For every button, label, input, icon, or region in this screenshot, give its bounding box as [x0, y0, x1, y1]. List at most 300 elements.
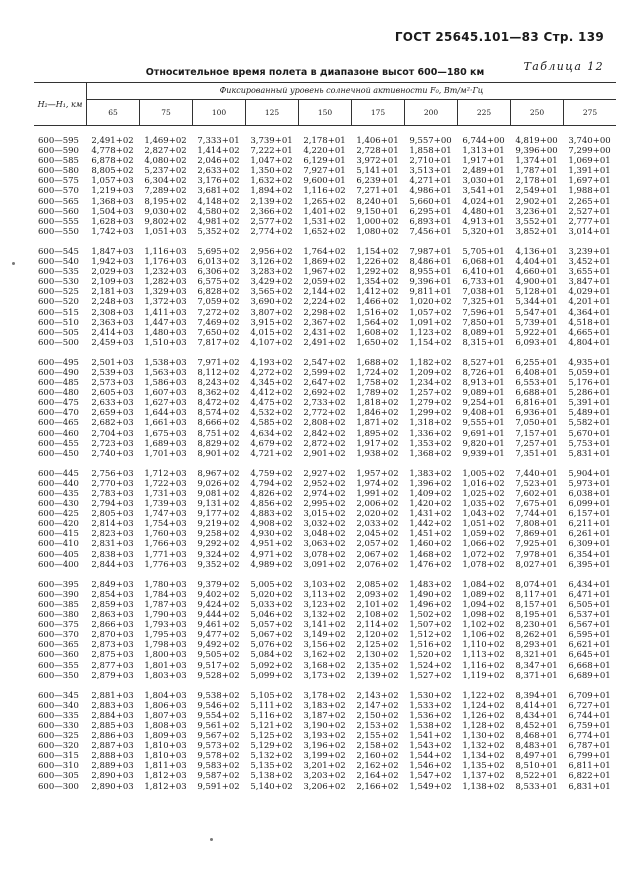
- table-cell: 1,533+02: [409, 700, 452, 711]
- table-cell: 9,583+02: [197, 761, 240, 772]
- table-cell: 1,549+02: [409, 781, 452, 792]
- row-label: 600—505: [38, 327, 79, 338]
- table-cell: 1,942+03: [91, 257, 134, 268]
- table-cell: 8,074+01: [515, 579, 558, 590]
- table-cell: 2,723+03: [91, 438, 134, 449]
- table-cell: 2,884+03: [91, 710, 134, 721]
- table-cell: 6,309+01: [568, 539, 611, 550]
- table-cell: 1,652+02: [303, 226, 346, 237]
- table-cell: 5,105+02: [250, 690, 293, 701]
- table-cell: 1,057+02: [409, 307, 452, 318]
- row-label: 600—535: [38, 267, 79, 278]
- table-row: [34, 136, 616, 146]
- table-cell: 1,219+03: [91, 186, 134, 197]
- table-cell: 2,547+02: [303, 357, 346, 368]
- table-cell: 3,541+01: [462, 186, 505, 197]
- table-cell: 1,084+02: [462, 579, 505, 590]
- table-cell: 1,858+01: [409, 146, 452, 157]
- table-cell: 4,364+01: [568, 307, 611, 318]
- table-cell: 7,333+01: [197, 136, 240, 146]
- table-cell: 7,469+02: [197, 317, 240, 328]
- table-row: [34, 227, 616, 237]
- table-cell: 7,675+01: [515, 499, 558, 510]
- table-row: [34, 318, 616, 328]
- table-row: [34, 277, 616, 287]
- table-cell: 4,908+02: [250, 519, 293, 530]
- table-cell: 2,130+02: [356, 650, 399, 661]
- table-cell: 8,955+01: [409, 267, 452, 278]
- row-group: [34, 358, 616, 459]
- table-cell: 9,820+01: [462, 438, 505, 449]
- table-cell: 9,081+02: [197, 489, 240, 499]
- table-cell: 9,352+02: [197, 559, 240, 570]
- table-cell: 5,904+01: [568, 468, 611, 479]
- row-label: 600—495: [38, 357, 79, 368]
- table-cell: 6,759+01: [568, 720, 611, 731]
- table-cell: 4,024+01: [462, 196, 505, 207]
- table-cell: 1,536+02: [409, 710, 452, 721]
- table-cell: 4,930+02: [250, 529, 293, 540]
- table-cell: 3,196+02: [303, 741, 346, 752]
- table-cell: 2,633+03: [91, 398, 134, 409]
- table-cell: 1,784+03: [144, 589, 187, 600]
- table-cell: 2,153+02: [356, 720, 399, 731]
- table-cell: 1,451+02: [409, 529, 452, 540]
- table-cell: 1,132+02: [462, 741, 505, 752]
- table-cell: 2,101+02: [356, 599, 399, 610]
- table-cell: 6,688+01: [515, 388, 558, 399]
- table-cell: 2,120+02: [356, 630, 399, 641]
- table-cell: 8,362+02: [197, 388, 240, 399]
- row-label: 600—375: [38, 620, 79, 631]
- table-cell: 2,927+02: [303, 468, 346, 479]
- table-cell: 8,805+02: [91, 166, 134, 177]
- table-cell: 2,139+02: [250, 196, 293, 207]
- table-cell: 5,116+02: [250, 710, 293, 721]
- table-cell: 2,974+02: [303, 489, 346, 499]
- row-label: 600—475: [38, 398, 79, 409]
- table-cell: 7,927+01: [303, 166, 346, 177]
- table-cell: 4,634+02: [250, 428, 293, 439]
- table-cell: 7,971+02: [197, 357, 240, 368]
- table-cell: 4,148+02: [197, 196, 240, 207]
- row-group: [34, 247, 616, 348]
- table-cell: 1,000+02: [356, 216, 399, 227]
- table-row: [34, 176, 616, 186]
- table-cell: 1,043+02: [462, 509, 505, 520]
- table-cell: 5,059+01: [568, 367, 611, 378]
- table-cell: 2,888+03: [91, 751, 134, 762]
- table-cell: 1,123+02: [409, 327, 452, 338]
- table-cell: 9,026+02: [197, 478, 240, 489]
- table-cell: 5,705+01: [462, 246, 505, 257]
- table-cell: 1,176+03: [144, 257, 187, 268]
- table-cell: 2,150+02: [356, 710, 399, 721]
- table-cell: 2,883+03: [91, 700, 134, 711]
- table-cell: 2,710+01: [409, 156, 452, 167]
- table-cell: 2,774+02: [250, 226, 293, 237]
- table-cell: 1,689+03: [144, 438, 187, 449]
- table-cell: 4,136+01: [515, 246, 558, 257]
- table-cell: 3,739+01: [250, 136, 293, 146]
- table-cell: 1,507+02: [409, 620, 452, 631]
- table-cell: 1,020+02: [409, 297, 452, 308]
- table-cell: 7,289+02: [144, 186, 187, 197]
- table-cell: 6,068+01: [462, 257, 505, 268]
- table-cell: 6,689+01: [568, 670, 611, 681]
- table-cell: 5,111+02: [250, 700, 293, 711]
- table-cell: 7,596+01: [462, 307, 505, 318]
- table-row: [34, 398, 616, 408]
- table-cell: 3,847+01: [568, 277, 611, 288]
- table-cell: 2,143+02: [356, 690, 399, 701]
- table-cell: 1,447+03: [144, 317, 187, 328]
- table-cell: 8,117+01: [515, 589, 558, 600]
- table-cell: 4,856+02: [250, 499, 293, 510]
- table-cell: 9,030+02: [144, 206, 187, 217]
- table-cell: 1,869+02: [303, 257, 346, 268]
- table-cell: 3,513+01: [409, 166, 452, 177]
- table-cell: 8,452+01: [515, 720, 558, 731]
- table-cell: 6,822+01: [568, 771, 611, 782]
- table-cell: 9,691+01: [462, 428, 505, 439]
- table-cell: 2,224+02: [303, 297, 346, 308]
- table-cell: 1,524+02: [409, 660, 452, 671]
- table-cell: 1,543+02: [409, 741, 452, 752]
- table-cell: 8,726+01: [462, 367, 505, 378]
- table-cell: 2,659+03: [91, 408, 134, 419]
- table-cell: 1,078+02: [462, 559, 505, 570]
- table-cell: 2,308+03: [91, 307, 134, 318]
- row-label: 600—540: [38, 257, 79, 268]
- table-cell: 7,869+01: [515, 529, 558, 540]
- row-label: 600—465: [38, 418, 79, 429]
- table-cell: 2,838+03: [91, 549, 134, 560]
- table-cell: 5,831+01: [568, 448, 611, 459]
- table-cell: 5,128+01: [515, 287, 558, 298]
- table-cell: 2,577+02: [250, 216, 293, 227]
- table-cell: 1,938+02: [356, 448, 399, 459]
- table-cell: 4,585+02: [250, 418, 293, 429]
- table-cell: 4,404+01: [515, 257, 558, 268]
- table-row: [34, 267, 616, 277]
- table-row: [34, 600, 616, 610]
- table-row: [34, 741, 616, 751]
- table-cell: 3,239+01: [568, 246, 611, 257]
- table-cell: 8,240+01: [356, 196, 399, 207]
- table-row: [34, 539, 616, 549]
- table-cell: 1,512+02: [409, 630, 452, 641]
- table-cell: 5,067+02: [250, 630, 293, 641]
- table-cell: 7,440+01: [515, 468, 558, 479]
- table-cell: 7,222+01: [250, 146, 293, 157]
- table-cell: 1,812+03: [144, 771, 187, 782]
- table-cell: 2,298+02: [303, 307, 346, 318]
- table-cell: 6,595+01: [568, 630, 611, 641]
- table-cell: 2,085+02: [356, 579, 399, 590]
- table-cell: 2,704+03: [91, 428, 134, 439]
- table-cell: 2,029+03: [91, 267, 134, 278]
- table-row: [34, 207, 616, 217]
- table-cell: 8,533+01: [515, 781, 558, 792]
- table-cell: 4,883+02: [250, 509, 293, 520]
- table-cell: 1,530+02: [409, 690, 452, 701]
- table-cell: 1,764+02: [303, 246, 346, 257]
- table-cell: 1,701+03: [144, 448, 187, 459]
- table-cell: 1,793+03: [144, 620, 187, 631]
- table-cell: 1,520+02: [409, 650, 452, 661]
- table-cell: 1,586+03: [144, 378, 187, 389]
- table-cell: 6,408+01: [515, 367, 558, 378]
- table-cell: 2,783+03: [91, 489, 134, 499]
- table-cell: 1,116+02: [462, 660, 505, 671]
- table-cell: 4,778+02: [91, 146, 134, 157]
- table-cell: 7,038+01: [462, 287, 505, 298]
- table-row: [34, 721, 616, 731]
- table-cell: 3,103+02: [303, 579, 346, 590]
- column-header: 275: [582, 108, 598, 117]
- table-cell: 3,178+02: [303, 690, 346, 701]
- table-cell: 6,434+01: [568, 579, 611, 590]
- table-cell: 9,379+02: [197, 579, 240, 590]
- table-row: [34, 308, 616, 318]
- table-cell: 1,812+03: [144, 781, 187, 792]
- table-cell: 1,538+02: [409, 720, 452, 731]
- table-cell: 7,351+01: [515, 448, 558, 459]
- table-cell: 9,555+01: [462, 418, 505, 429]
- table-row: [34, 771, 616, 781]
- table-cell: 1,016+02: [462, 478, 505, 489]
- table-cell: 2,772+02: [303, 408, 346, 419]
- table-cell: 1,069+01: [568, 156, 611, 167]
- table-row: [34, 650, 616, 660]
- table-cell: 5,121+02: [250, 720, 293, 731]
- table-cell: 6,575+02: [197, 277, 240, 288]
- table-cell: 5,176+01: [568, 378, 611, 389]
- table-cell: 1,354+02: [356, 277, 399, 288]
- table-cell: 2,823+03: [91, 529, 134, 540]
- table-cell: 6,811+01: [568, 761, 611, 772]
- table-cell: 2,431+02: [303, 327, 346, 338]
- table-cell: 1,628+03: [91, 216, 134, 227]
- table-cell: 6,295+01: [409, 206, 452, 217]
- table-cell: 3,201+02: [303, 761, 346, 772]
- table-cell: 7,050+01: [515, 418, 558, 429]
- table-cell: 4,080+02: [144, 156, 187, 167]
- row-label: 600—570: [38, 186, 79, 197]
- table-cell: 5,547+01: [515, 307, 558, 318]
- table-cell: 9,131+02: [197, 499, 240, 510]
- table-cell: 3,190+02: [303, 720, 346, 731]
- table-cell: 4,029+01: [568, 287, 611, 298]
- table-cell: 1,134+02: [462, 751, 505, 762]
- table-cell: 5,753+01: [568, 438, 611, 449]
- table-cell: 1,154+02: [356, 246, 399, 257]
- table-cell: 7,978+01: [515, 549, 558, 560]
- table-cell: 8,195+02: [144, 196, 187, 207]
- table-cell: 1,091+02: [409, 317, 452, 328]
- table-cell: 2,881+03: [91, 690, 134, 701]
- table-cell: 9,554+02: [197, 710, 240, 721]
- table-cell: 4,412+02: [250, 388, 293, 399]
- table-cell: 1,130+02: [462, 731, 505, 742]
- table-cell: 7,808+01: [515, 519, 558, 530]
- table-cell: 1,516+02: [356, 307, 399, 318]
- table-cell: 3,014+01: [568, 226, 611, 237]
- table-cell: 1,483+02: [409, 579, 452, 590]
- table-header: [34, 82, 616, 126]
- table-cell: 2,827+02: [144, 146, 187, 157]
- table-cell: 6,093+01: [515, 337, 558, 348]
- table-cell: 9,939+01: [462, 448, 505, 459]
- table-cell: 7,257+01: [515, 438, 558, 449]
- table-cell: 6,306+02: [197, 267, 240, 278]
- table-cell: 1,414+02: [197, 146, 240, 157]
- table-cell: 4,935+01: [568, 357, 611, 368]
- table-cell: 1,544+02: [409, 751, 452, 762]
- table-cell: 8,901+02: [197, 448, 240, 459]
- table-cell: 9,546+02: [197, 700, 240, 711]
- table-cell: 4,759+02: [250, 468, 293, 479]
- table-cell: 1,182+02: [409, 357, 452, 368]
- table-cell: 1,527+02: [409, 670, 452, 681]
- table-cell: 1,974+02: [356, 478, 399, 489]
- table-cell: 1,135+02: [462, 761, 505, 772]
- table-cell: 2,248+03: [91, 297, 134, 308]
- table-cell: 2,849+03: [91, 579, 134, 590]
- table-cell: 3,203+02: [303, 771, 346, 782]
- table-cell: 1,758+02: [356, 378, 399, 389]
- table-row: [34, 388, 616, 398]
- row-label: 600—530: [38, 277, 79, 288]
- table-cell: 2,139+02: [356, 670, 399, 681]
- table-cell: 1,137+02: [462, 771, 505, 782]
- table-cell: 8,468+01: [515, 731, 558, 742]
- table-cell: 4,981+02: [197, 216, 240, 227]
- table-cell: 6,831+01: [568, 781, 611, 792]
- table-cell: 9,408+01: [462, 408, 505, 419]
- table-cell: 9,254+01: [462, 398, 505, 409]
- table-cell: 1,460+02: [409, 539, 452, 550]
- table-cell: 4,819+00: [515, 136, 558, 146]
- table-row: [34, 197, 616, 207]
- table-cell: 1,110+02: [462, 640, 505, 651]
- table-cell: 2,160+02: [356, 751, 399, 762]
- table-row: [34, 338, 616, 348]
- table-cell: 1,712+03: [144, 468, 187, 479]
- table-cell: 1,282+03: [144, 277, 187, 288]
- table-cell: 4,532+02: [250, 408, 293, 419]
- table-cell: 5,922+01: [515, 327, 558, 338]
- table-row: [34, 519, 616, 529]
- table-cell: 1,496+02: [409, 599, 452, 610]
- table-row: [34, 580, 616, 590]
- table-cell: 5,005+02: [250, 579, 293, 590]
- table-cell: 3,283+02: [250, 267, 293, 278]
- table-body: [34, 136, 616, 792]
- table-cell: 1,226+02: [356, 257, 399, 268]
- table-cell: 2,794+03: [91, 499, 134, 510]
- table-cell: 9,089+01: [462, 388, 505, 399]
- table-cell: 6,936+01: [515, 408, 558, 419]
- table-cell: 2,135+02: [356, 660, 399, 671]
- table-cell: 1,801+03: [144, 660, 187, 671]
- table-cell: 3,183+02: [303, 700, 346, 711]
- row-label: 600—320: [38, 741, 79, 752]
- table-row: [34, 217, 616, 227]
- table-cell: 5,141+01: [356, 166, 399, 177]
- table-cell: 1,409+02: [409, 489, 452, 499]
- table-cell: 2,805+03: [91, 509, 134, 520]
- table-cell: 7,325+01: [462, 297, 505, 308]
- table-cell: 4,794+02: [250, 478, 293, 489]
- row-label: 600—470: [38, 408, 79, 419]
- table-cell: 1,391+01: [568, 166, 611, 177]
- table-cell: 6,744+00: [462, 136, 505, 146]
- row-label: 600—455: [38, 438, 79, 449]
- table-row: [34, 328, 616, 338]
- table-cell: 1,329+03: [144, 287, 187, 298]
- table-cell: 2,995+02: [303, 499, 346, 510]
- table-cell: 1,563+03: [144, 367, 187, 378]
- table-cell: 9,396+00: [515, 146, 558, 157]
- margin-mark: [210, 838, 213, 841]
- table-cell: 1,810+03: [144, 741, 187, 752]
- table-cell: 2,872+02: [303, 438, 346, 449]
- table-cell: 8,293+01: [515, 640, 558, 651]
- table-cell: 2,178+01: [303, 136, 346, 146]
- table-cell: 3,176+02: [197, 176, 240, 187]
- table-row: [34, 499, 616, 509]
- table-cell: 7,523+01: [515, 478, 558, 489]
- table-cell: 1,396+02: [409, 478, 452, 489]
- table-row: [34, 529, 616, 539]
- row-label: 600—335: [38, 710, 79, 721]
- table-cell: 1,047+02: [250, 156, 293, 167]
- table-row: [34, 640, 616, 650]
- table-cell: 5,391+01: [568, 398, 611, 409]
- table-cell: 2,164+02: [356, 771, 399, 782]
- table-cell: 1,374+01: [515, 156, 558, 167]
- table-cell: 1,080+02: [356, 226, 399, 237]
- table-cell: 3,032+02: [303, 519, 346, 530]
- table-cell: 3,807+02: [250, 307, 293, 318]
- table-cell: 4,913+01: [462, 216, 505, 227]
- row-label: 600—430: [38, 499, 79, 510]
- table-cell: 5,237+02: [144, 166, 187, 177]
- table-cell: 1,401+02: [303, 206, 346, 217]
- table-cell: 6,239+01: [356, 176, 399, 187]
- row-label: 600—340: [38, 700, 79, 711]
- table-cell: 1,766+03: [144, 539, 187, 550]
- table-cell: 3,149+02: [303, 630, 346, 641]
- row-group: [34, 580, 616, 681]
- table-cell: 5,739+01: [515, 317, 558, 328]
- table-cell: 1,469+02: [144, 136, 187, 146]
- table-cell: 9,477+02: [197, 630, 240, 641]
- table-cell: 2,144+02: [303, 287, 346, 298]
- table-cell: 1,480+03: [144, 327, 187, 338]
- table-cell: 5,084+02: [250, 650, 293, 661]
- table-cell: 1,057+03: [91, 176, 134, 187]
- table-cell: 8,157+01: [515, 599, 558, 610]
- table-cell: 1,265+02: [303, 196, 346, 207]
- row-label: 600—555: [38, 216, 79, 227]
- table-cell: 2,599+02: [303, 367, 346, 378]
- table-cell: 9,461+02: [197, 620, 240, 631]
- table-cell: 8,486+01: [409, 257, 452, 268]
- table-cell: 9,528+02: [197, 670, 240, 681]
